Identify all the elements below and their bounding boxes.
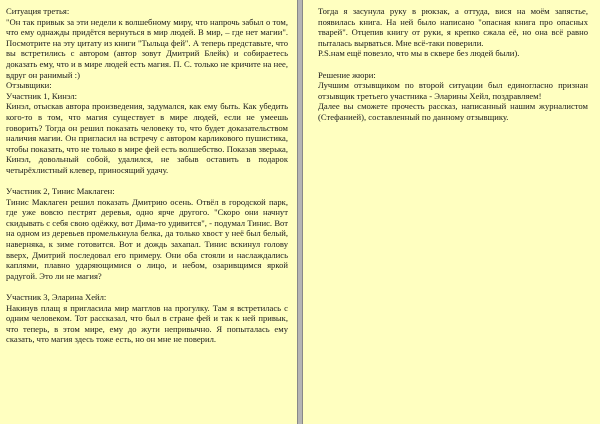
participant-3-text: Накинув плащ я пригласила мир магглов на прогулку. Там я встретилась с одним человеком. Тот рассказал, что был в стране фей и так к ней привык, что теперь, в этом мире, ему до жути непривычно. Я попыталась ему сказать, что магия здесь тоже есть, но он мне не поверил. [6, 302, 288, 345]
participant-1-name: Участник 1, Кинэл: [6, 90, 78, 101]
participant-2-text: Тинис Маклаген решил показать Дмитрию осень. Отвёл в городской парк, где уже вовсю пестрят деревья, одно ярче другого. "Скоро они начнут скидывать с себя свою одёжку, вот Дима-то удивится", - подумал Тинис. Вот на одном из деревьев промелькнула белка, да только хвост у неё был белый, наверняка, к зиме готовится. Вот и дождь захапал. Тинис вскинул голову вверх, Дмитрий последовал его примеру. Они оба стояли и наслаждались каплями, плавно ударяющимися о лицо, и небом, озаривщимся яркой радугой. Это ли не магия? [6, 196, 288, 281]
participant-3-continuation: Тогда я засунула руку в рюкзак, а оттуда, вися на моём запястье, появилась книга. На ней было написано "опасная книга про опасных тварей". Отцепив книгу от руки, я крепко сжала её, но она всё равно пыталась вырваться. Мне всё-таки поверили. [318, 6, 588, 48]
paragraph-spacer [6, 176, 288, 187]
participant-1-text: Кинэл, отыскав автора произведения, задумался, как ему быть. Как убедить кого-то в том, что магия существует в мире людей, если не умеешь говорить? Тогда он решил показать человеку то, что будет доказательством наличия магии. Он пригласил на встречу с автором карликового пушистика, чтобы показать, что не только в мире фей есть волшебство. Показав зверька, Кинэл, довольный собой, удалился, не забыв оставить в подарок четырёхлистный клевер, приносящий удачу. [6, 101, 288, 175]
postscript: P.S.нам ещё повезло, что мы в сквере без людей были). [318, 48, 520, 59]
responses-heading: Отзывщики: [6, 80, 52, 91]
situation-text: "Он так привык за эти недели к волшебному миру, что напрочь забыл о том, что ему однажды придётся вернуться в мир людей. В мир, – где нет магии". Посмотрите на эту цитату из книги "Тыльца фей". А теперь представьте, что вы встретились с автором (автор зовут Дмитрий Блейк) и собираетесь доказать ему, что и в мире людей есть магия. П. С. только не кричите на нее, вдруг он ранимый :) [6, 16, 288, 80]
verdict-followup-text: Далее вы сможете прочесть рассказ, написанный нашим журналистом (Стефанией), составленный по данному отзывщику. [318, 101, 588, 122]
participant-3-name: Участник 3, Эларина Хейл: [6, 292, 107, 303]
paragraph-spacer [6, 281, 288, 292]
left-page [0, 0, 297, 424]
paragraph-spacer [318, 59, 588, 70]
verdict-heading: Решение жюри: [318, 69, 376, 80]
situation-heading: Ситуация третья: [6, 6, 70, 16]
right-page [303, 0, 600, 424]
participant-2-name: Участник 2, Тинис Маклаген: [6, 186, 115, 197]
verdict-text: Лучшим отзывщиком по второй ситуации был единогласно признан отзывщик третьего участника - Эларины Хейл, поздравляем! [318, 80, 588, 101]
